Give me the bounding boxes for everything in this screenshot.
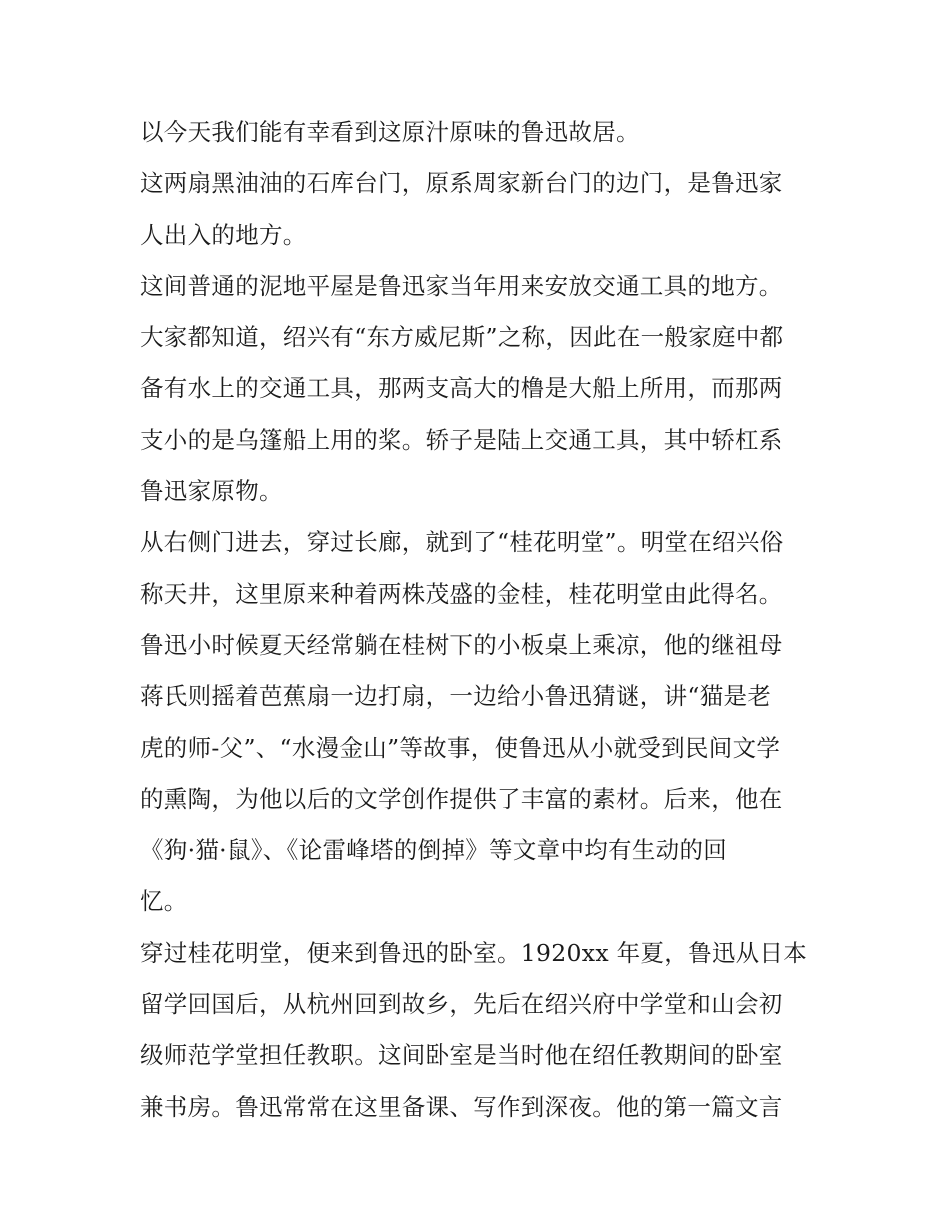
document-body: [140, 107, 820, 1133]
text-line: 《狗·猫·鼠》、《论雷峰塔的倒掉》等文章中均有生动的回: [140, 836, 728, 865]
text-line: 以今天我们能有幸看到这原汁原味的鲁迅故居。: [140, 118, 640, 146]
text-line: 穿过桂花明堂，便来到鲁迅的卧室。1920xx 年夏，鲁迅从日本: [140, 938, 808, 967]
text-line: 这两扇黑油油的石库台门，原系周家新台门的边门，是鲁迅家: [140, 169, 783, 198]
text-line: 称天井，这里原来种着两株茂盛的金桂，桂花明堂由此得名。: [140, 579, 783, 608]
text-line: 备有水上的交通工具，那两支高大的橹是大船上所用，而那两: [140, 374, 783, 403]
text-line: 留学回国后，从杭州回到故乡，先后在绍兴府中学堂和山会初: [140, 990, 783, 1019]
text-line: 支小的是乌篷船上用的桨。轿子是陆上交通工具，其中轿杠系: [140, 425, 783, 454]
text-line: 鲁迅小时候夏天经常躺在桂树下的小板桌上乘凉，他的继祖母: [140, 630, 783, 659]
text-line: 人出入的地方。: [140, 220, 307, 249]
text-line: 鲁迅家原物。: [140, 477, 283, 506]
text-line: 大家都知道，绍兴有“东方威尼斯”之称，因此在一般家庭中都: [140, 323, 784, 352]
text-line: 忆。: [140, 887, 188, 916]
text-line: 级师范学堂担任教职。这间卧室是当时他在绍任教期间的卧室: [140, 1041, 783, 1070]
text-line: 从右侧门进去，穿过长廊，就到了“桂花明堂”。明堂在绍兴俗: [140, 528, 784, 557]
text-line: 这间普通的泥地平屋是鲁迅家当年用来安放交通工具的地方。: [140, 271, 783, 300]
text-line: 蒋氏则摇着芭蕉扇一边打扇，一边给小鲁迅猜谜，讲“猫是老: [140, 682, 772, 711]
text-line: 虎的师-父”、“水漫金山”等故事，使鲁迅从小就受到民间文学: [140, 733, 781, 762]
text-line: 兼书房。鲁迅常常在这里备课、写作到深夜。他的第一篇文言: [140, 1092, 783, 1121]
text-line: 的熏陶，为他以后的文学创作提供了丰富的素材。后来，他在: [140, 784, 783, 813]
